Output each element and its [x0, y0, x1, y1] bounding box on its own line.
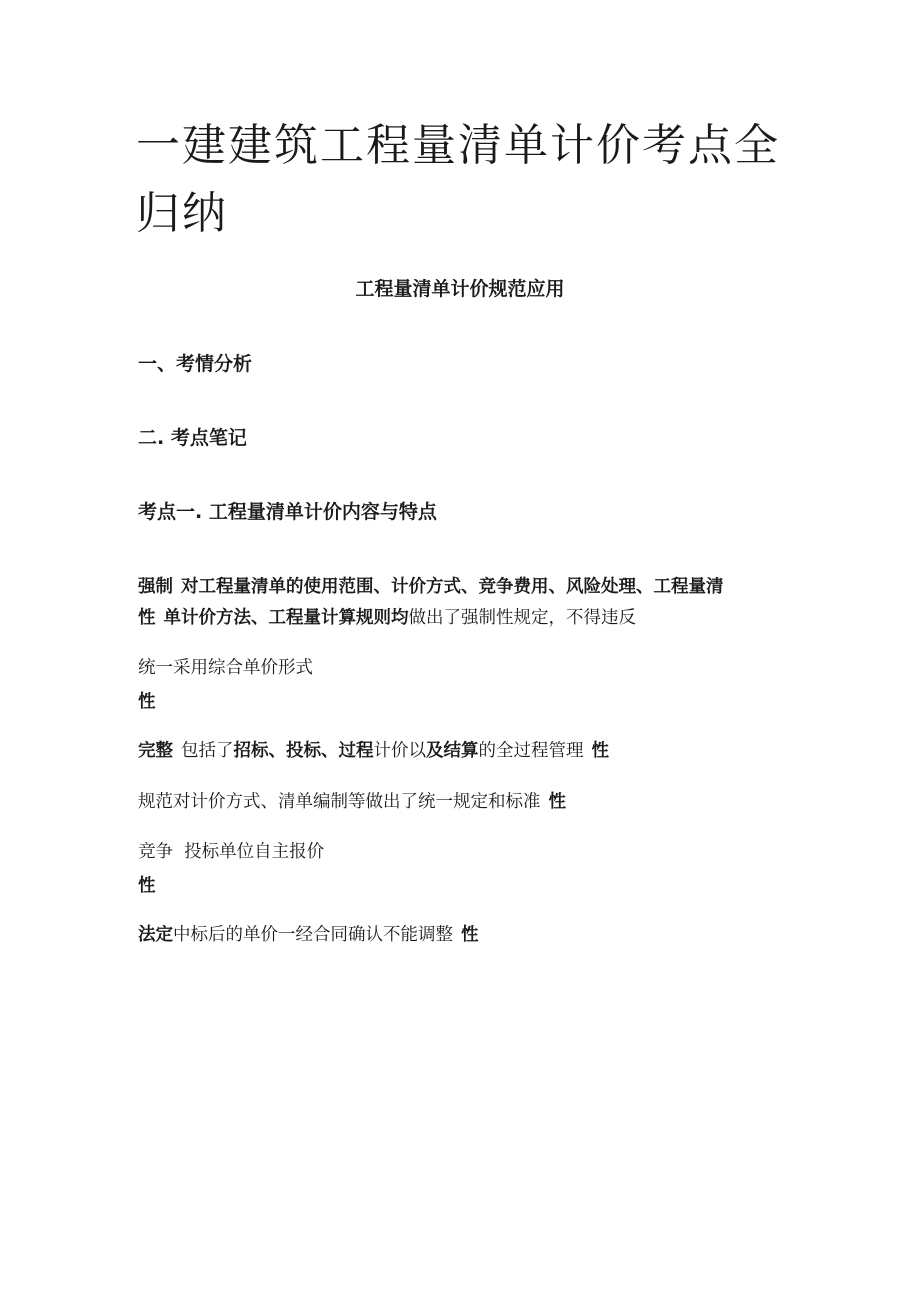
complete-label: 完整: [138, 741, 173, 761]
section-heading-analysis: 一、考情分析: [138, 353, 253, 375]
mandatory-bold-text-2: 单计价方法、工程量计算规则均: [163, 608, 409, 628]
standard-line: [138, 788, 566, 813]
complete-bold-1: 招标、投标、过程: [233, 741, 374, 761]
competitive-line: 竞争 投标单位自主报价: [138, 842, 325, 862]
mandatory-line-1: [138, 573, 724, 598]
complete-text-3: 的全过程管理: [478, 741, 584, 761]
complete-label-suffix: 性: [591, 741, 609, 761]
section-heading-point-one: 考点一. 工程量清单计价内容与特点: [138, 501, 437, 523]
legal-text: 中标后的单价一经合同确认不能调整: [173, 925, 453, 945]
document-title: 一建建筑工程量清单计价考点全归纳: [136, 120, 780, 239]
mandatory-label-suffix: 性: [138, 608, 156, 628]
document-subtitle: 工程量清单计价规范应用: [355, 278, 565, 300]
competitive-label-suffix: 性: [138, 876, 156, 896]
unified-label-suffix: 性: [138, 692, 156, 712]
unified-line: 统一采用综合单价形式: [138, 658, 313, 678]
complete-line: [138, 737, 609, 762]
complete-text-2: 计价以: [373, 741, 426, 761]
legal-line: [138, 921, 479, 946]
legal-label-suffix: 性: [461, 925, 479, 945]
standard-text: 规范对计价方式、清单编制等做出了统一规定和标准: [138, 792, 541, 812]
legal-label: 法定: [138, 925, 173, 945]
mandatory-line-2: [138, 604, 636, 629]
standard-label-suffix: 性: [548, 792, 566, 812]
complete-text-1: 包括了: [181, 741, 234, 761]
mandatory-bold-text: 对工程量清单的使用范围、计价方式、竞争费用、风险处理、工程量清: [181, 577, 724, 597]
complete-bold-2: 及结算: [426, 741, 479, 761]
section-heading-notes: 二. 考点笔记: [138, 427, 247, 449]
mandatory-text: 做出了强制性规定，不得违反: [408, 608, 636, 628]
mandatory-label: 强制: [138, 577, 173, 597]
